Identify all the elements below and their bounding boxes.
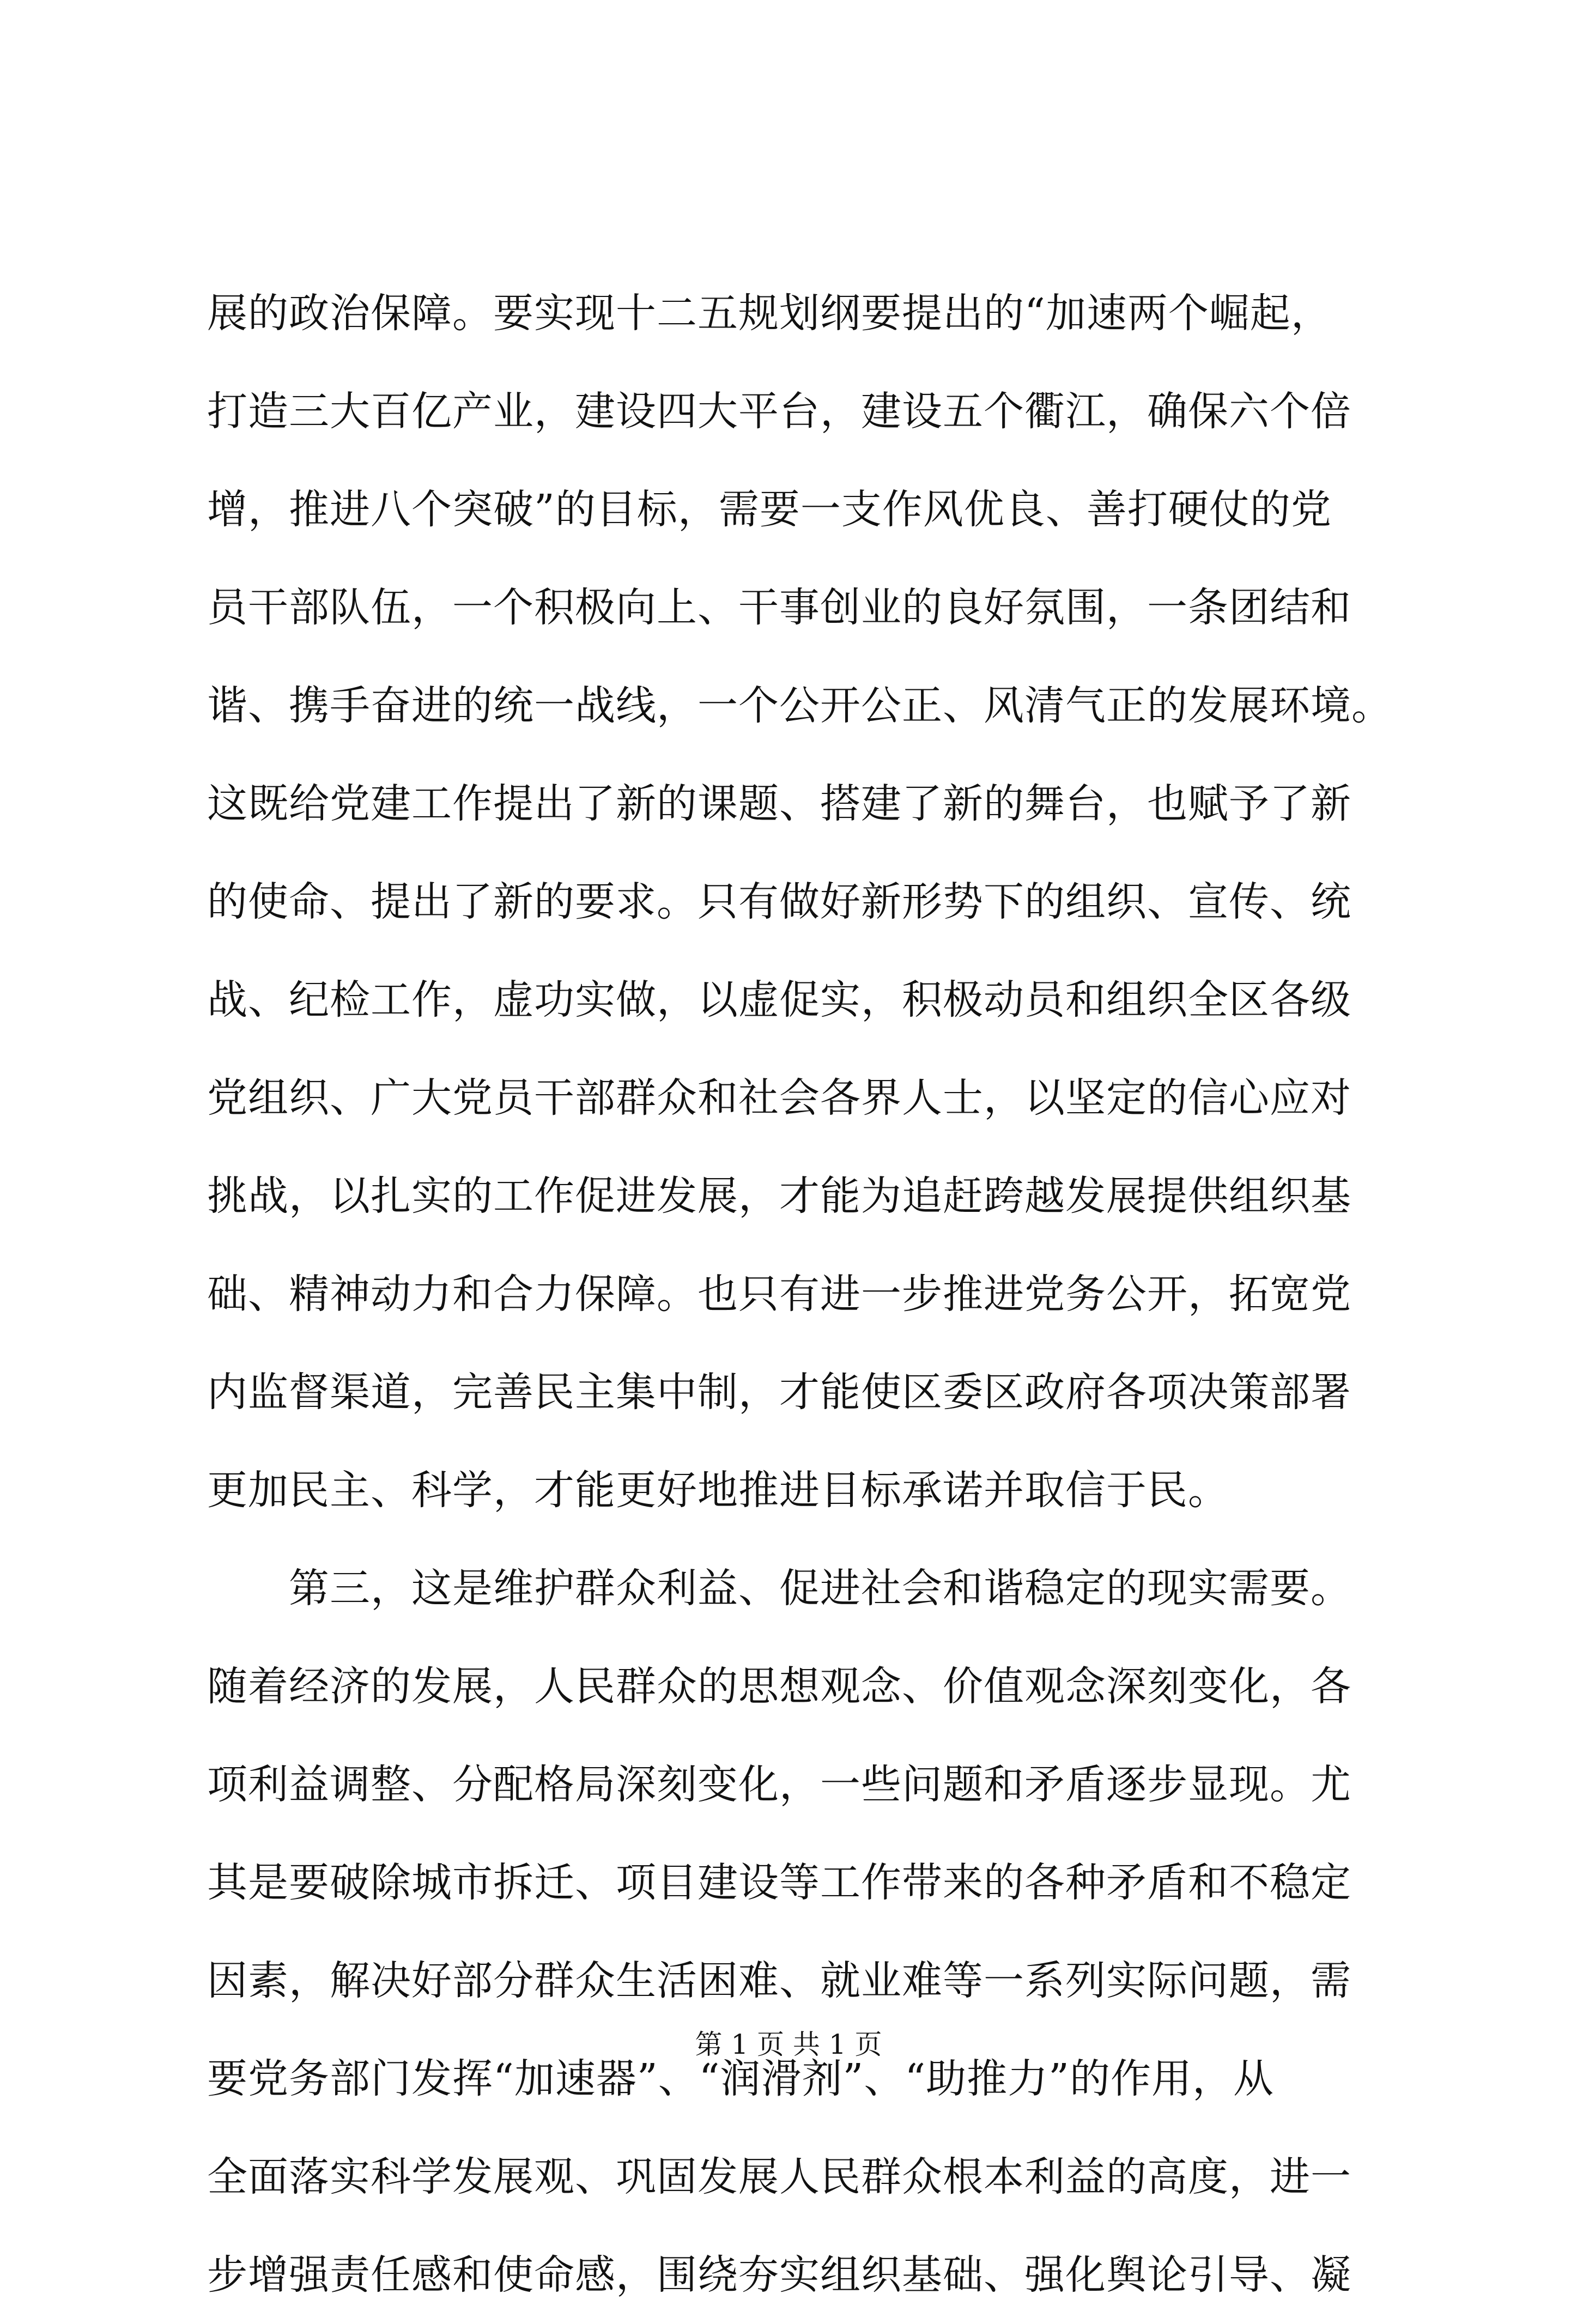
text-line: 展的政治保障。要实现十二五规划纲要提出的“加速两个崛起， [207,290,1332,337]
text-line: 挑战，以扎实的工作促进发展，才能为追赶跨越发展提供组织基 [207,1173,1351,1219]
text-line: 因素，解决好部分群众生活困难、就业难等一系列实际问题，需 [207,1957,1351,2004]
text-line: 打造三大百亿产业，建设四大平台，建设五个衢江，确保六个倍 [207,388,1351,435]
text-line: 战、纪检工作，虚功实做，以虚促实，积极动员和组织全区各级 [207,976,1351,1023]
text-line: 谐、携手奋进的统一战线，一个公开公正、风清气正的发展环境。 [207,682,1392,729]
paragraph-start-line: 第三，这是维护群众利益、促进社会和谐稳定的现实需要。 [289,1565,1351,1612]
page-number-label: 第 1 页 共 1 页 [695,2029,882,2060]
text-line: 这既给党建工作提出了新的课题、搭建了新的舞台，也赋予了新 [207,780,1351,827]
text-line: 步增强责任感和使命感，围绕夯实组织基础、强化舆论引导、凝 [207,2252,1351,2298]
text-line: 更加民主、科学，才能更好地推进目标承诺并取信于民。 [207,1467,1229,1514]
text-line: 增，推进八个突破”的目标，需要一支作风优良、善打硬仗的党 [207,486,1332,533]
text-line: 随着经济的发展，人民群众的思想观念、价值观念深刻变化，各 [207,1663,1351,1710]
text-line: 党组织、广大党员干部群众和社会各界人士，以坚定的信心应对 [207,1075,1351,1121]
document-body [207,264,1395,2324]
text-line: 其是要破除城市拆迁、项目建设等工作带来的各种矛盾和不稳定 [207,1859,1351,1906]
text-line: 项利益调整、分配格局深刻变化，一些问题和矛盾逐步显现。尤 [207,1761,1351,1808]
page-footer [0,2023,1577,2062]
text-line: 内监督渠道，完善民主集中制，才能使区委区政府各项决策部署 [207,1369,1351,1416]
text-line: 的使命、提出了新的要求。只有做好新形势下的组织、宣传、统 [207,878,1351,925]
text-line: 础、精神动力和合力保障。也只有进一步推进党务公开，拓宽党 [207,1271,1351,1318]
text-line: 全面落实科学发展观、巩固发展人民群众根本利益的高度，进一 [207,2153,1351,2200]
text-line: 员干部队伍，一个积极向上、干事创业的良好氛围，一条团结和 [207,584,1351,631]
text-line: 要党务部门发挥“加速器”、“润滑剂”、“助推力”的作用，从 [207,2055,1274,2102]
